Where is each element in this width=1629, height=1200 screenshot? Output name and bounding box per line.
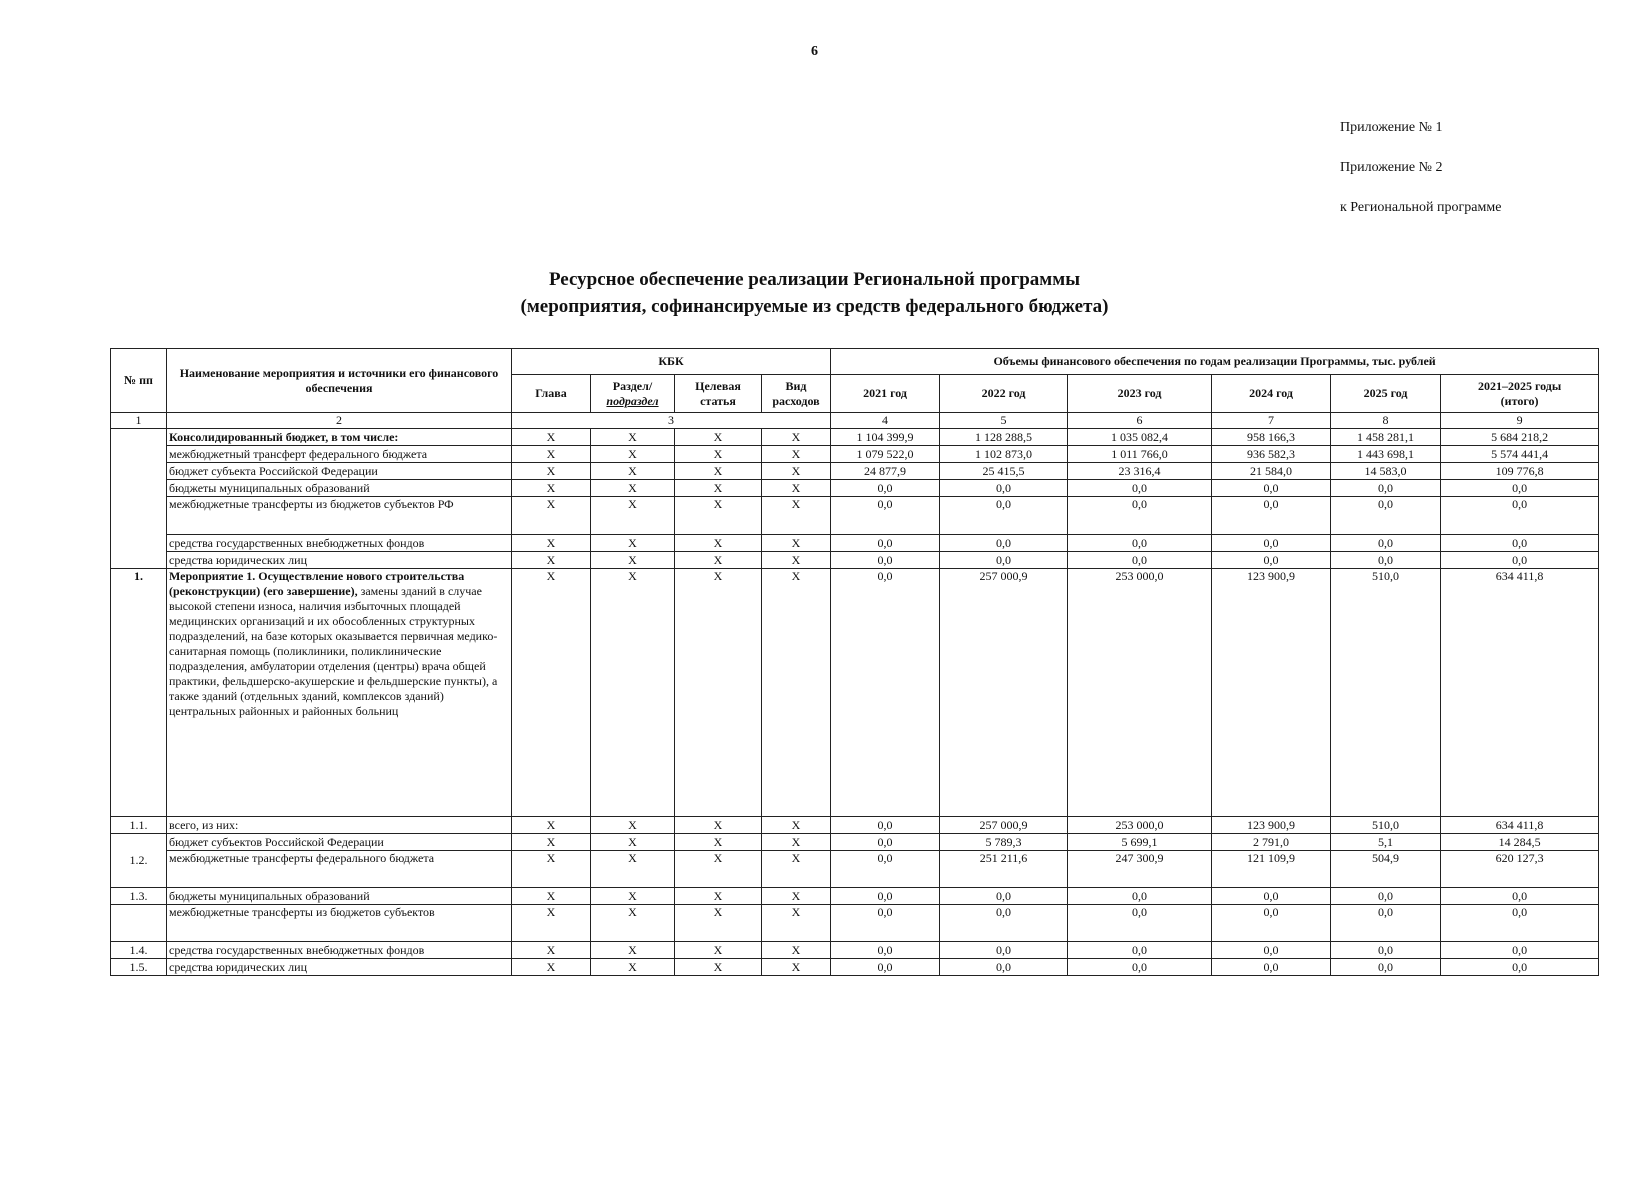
kbk-glava: Х	[512, 851, 591, 888]
table-row	[111, 535, 1599, 552]
value-2025: 0,0	[1331, 497, 1441, 535]
table-row	[111, 817, 1599, 834]
value-total: 14 284,5	[1441, 834, 1599, 851]
value-2022: 25 415,5	[940, 463, 1068, 480]
value-2022: 0,0	[940, 535, 1068, 552]
row-num-cell	[111, 429, 167, 569]
kbk-celevaya: Х	[675, 905, 762, 942]
value-2023: 0,0	[1068, 535, 1212, 552]
kbk-celevaya: Х	[675, 959, 762, 976]
header-total-label: 2021–2025 годы	[1477, 378, 1562, 393]
value-2021: 1 079 522,0	[831, 446, 940, 463]
value-total: 5 574 441,4	[1441, 446, 1599, 463]
kbk-vid: Х	[762, 497, 831, 535]
document-title	[0, 266, 1629, 320]
value-total: 620 127,3	[1441, 851, 1599, 888]
header-volumes: Объемы финансового обеспечения по годам реализации Программы, тыс. рублей	[831, 349, 1599, 375]
value-2024: 0,0	[1212, 497, 1331, 535]
value-2022: 0,0	[940, 942, 1068, 959]
kbk-vid: Х	[762, 569, 831, 817]
row-name: средства государственных внебюджетных фондов	[167, 535, 512, 552]
value-2021: 0,0	[831, 552, 940, 569]
table-row	[111, 942, 1599, 959]
value-2021: 24 877,9	[831, 463, 940, 480]
value-2021: 0,0	[831, 959, 940, 976]
row-num: 1.5.	[111, 959, 167, 976]
kbk-razdel: Х	[591, 569, 675, 817]
value-2025: 0,0	[1331, 535, 1441, 552]
value-2023: 5 699,1	[1068, 834, 1212, 851]
value-2023: 247 300,9	[1068, 851, 1212, 888]
value-2024: 0,0	[1212, 552, 1331, 569]
value-2022: 1 128 288,5	[940, 429, 1068, 446]
kbk-celevaya: Х	[675, 463, 762, 480]
table-row	[111, 888, 1599, 905]
row-name: бюджет субъектов Российской Федерации	[167, 834, 512, 851]
value-2023: 0,0	[1068, 480, 1212, 497]
table-row	[111, 851, 1599, 888]
header-2025: 2025 год	[1331, 375, 1441, 413]
value-2021: 0,0	[831, 905, 940, 942]
table-row	[111, 463, 1599, 480]
value-2025: 510,0	[1331, 569, 1441, 817]
value-2025: 0,0	[1331, 905, 1441, 942]
value-total: 0,0	[1441, 497, 1599, 535]
value-total: 0,0	[1441, 959, 1599, 976]
value-total: 0,0	[1441, 905, 1599, 942]
kbk-celevaya: Х	[675, 834, 762, 851]
value-2021: 0,0	[831, 817, 940, 834]
value-2025: 14 583,0	[1331, 463, 1441, 480]
kbk-razdel: Х	[591, 480, 675, 497]
value-2023: 253 000,0	[1068, 817, 1212, 834]
row-name: всего, из них:	[167, 817, 512, 834]
header-total	[1441, 375, 1599, 413]
kbk-glava: Х	[512, 905, 591, 942]
resource-table	[110, 348, 1599, 976]
value-2024: 0,0	[1212, 942, 1331, 959]
value-2023: 0,0	[1068, 959, 1212, 976]
value-2022: 0,0	[940, 497, 1068, 535]
header-razdel	[591, 375, 675, 413]
row-name: Консолидированный бюджет, в том числе:	[167, 429, 512, 446]
value-total: 0,0	[1441, 480, 1599, 497]
kbk-razdel: Х	[591, 446, 675, 463]
row-name: средства государственных внебюджетных фондов	[167, 942, 512, 959]
kbk-razdel: Х	[591, 942, 675, 959]
kbk-glava: Х	[512, 497, 591, 535]
header-razdel-label: Раздел/	[612, 378, 653, 393]
table-row	[111, 497, 1599, 535]
kbk-vid: Х	[762, 463, 831, 480]
value-2022: 5 789,3	[940, 834, 1068, 851]
value-2022: 257 000,9	[940, 817, 1068, 834]
kbk-celevaya: Х	[675, 497, 762, 535]
col-number: 9	[1441, 413, 1599, 429]
kbk-glava: Х	[512, 959, 591, 976]
kbk-razdel: Х	[591, 959, 675, 976]
row-name: средства юридических лиц	[167, 959, 512, 976]
kbk-vid: Х	[762, 429, 831, 446]
value-2022: 257 000,9	[940, 569, 1068, 817]
kbk-vid: Х	[762, 535, 831, 552]
col-number: 3	[512, 413, 831, 429]
header-celevaya: Целевая статья	[675, 375, 762, 413]
table-row	[111, 480, 1599, 497]
header-2022: 2022 год	[940, 375, 1068, 413]
appendix-line-3: к Региональной программе	[1340, 200, 1502, 215]
kbk-razdel: Х	[591, 851, 675, 888]
row-num: 1.2.	[111, 834, 167, 888]
row-name: межбюджетные трансферты из бюджетов субъектов РФ	[167, 497, 512, 535]
kbk-razdel: Х	[591, 888, 675, 905]
kbk-celevaya: Х	[675, 569, 762, 817]
col-number: 1	[111, 413, 167, 429]
kbk-celevaya: Х	[675, 851, 762, 888]
value-2024: 0,0	[1212, 480, 1331, 497]
value-2024: 0,0	[1212, 535, 1331, 552]
value-2022: 0,0	[940, 552, 1068, 569]
kbk-celevaya: Х	[675, 446, 762, 463]
value-2025: 0,0	[1331, 959, 1441, 976]
value-total: 0,0	[1441, 888, 1599, 905]
title-line-2: (мероприятия, софинансируемые из средств федерального бюджета)	[520, 296, 1109, 317]
value-2022: 0,0	[940, 959, 1068, 976]
value-2023: 0,0	[1068, 942, 1212, 959]
value-2021: 0,0	[831, 569, 940, 817]
kbk-razdel: Х	[591, 834, 675, 851]
title-line-1: Ресурсное обеспечение реализации Региональной программы	[548, 269, 1081, 290]
value-2024: 0,0	[1212, 959, 1331, 976]
row-num: 1.	[111, 569, 167, 817]
value-2025: 0,0	[1331, 888, 1441, 905]
kbk-glava: Х	[512, 942, 591, 959]
row-name: средства юридических лиц	[167, 552, 512, 569]
kbk-vid: Х	[762, 446, 831, 463]
value-2024: 21 584,0	[1212, 463, 1331, 480]
row-name	[167, 569, 512, 817]
value-total: 0,0	[1441, 942, 1599, 959]
value-2021: 1 104 399,9	[831, 429, 940, 446]
kbk-vid: Х	[762, 480, 831, 497]
kbk-celevaya: Х	[675, 888, 762, 905]
value-2025: 0,0	[1331, 942, 1441, 959]
value-2024: 2 791,0	[1212, 834, 1331, 851]
header-podrazdel-label: подраздел	[606, 393, 659, 408]
value-2023: 1 035 082,4	[1068, 429, 1212, 446]
row-num: 1.3.	[111, 888, 167, 905]
value-2021: 0,0	[831, 834, 940, 851]
row-num: 1.1.	[111, 817, 167, 834]
header-2024: 2024 год	[1212, 375, 1331, 413]
value-total: 0,0	[1441, 535, 1599, 552]
value-2023: 0,0	[1068, 888, 1212, 905]
value-2023: 1 011 766,0	[1068, 446, 1212, 463]
value-2025: 1 443 698,1	[1331, 446, 1441, 463]
table-row	[111, 446, 1599, 463]
kbk-vid: Х	[762, 817, 831, 834]
value-2021: 0,0	[831, 888, 940, 905]
value-total: 0,0	[1441, 552, 1599, 569]
col-number: 7	[1212, 413, 1331, 429]
kbk-glava: Х	[512, 552, 591, 569]
kbk-razdel: Х	[591, 552, 675, 569]
row-name-bold: Мероприятие 1. Осуществление нового строительства (реконструкции) (его завершение),	[169, 569, 465, 598]
kbk-vid: Х	[762, 552, 831, 569]
value-total: 5 684 218,2	[1441, 429, 1599, 446]
value-2025: 0,0	[1331, 480, 1441, 497]
value-2021: 0,0	[831, 851, 940, 888]
value-2024: 123 900,9	[1212, 569, 1331, 817]
value-2023: 0,0	[1068, 905, 1212, 942]
page-number: 6	[811, 44, 818, 59]
table-row	[111, 552, 1599, 569]
value-2023: 0,0	[1068, 552, 1212, 569]
appendix-line-1: Приложение № 1	[1340, 120, 1443, 135]
value-2024: 0,0	[1212, 888, 1331, 905]
value-2023: 253 000,0	[1068, 569, 1212, 817]
kbk-celevaya: Х	[675, 535, 762, 552]
row-name: межбюджетный трансферт федерального бюджета	[167, 446, 512, 463]
kbk-glava: Х	[512, 429, 591, 446]
value-2024: 123 900,9	[1212, 817, 1331, 834]
value-2021: 0,0	[831, 942, 940, 959]
kbk-vid: Х	[762, 834, 831, 851]
kbk-vid: Х	[762, 905, 831, 942]
table-row	[111, 569, 1599, 817]
kbk-glava: Х	[512, 480, 591, 497]
row-name: бюджеты муниципальных образований	[167, 480, 512, 497]
value-2024: 0,0	[1212, 905, 1331, 942]
value-2024: 936 582,3	[1212, 446, 1331, 463]
value-2022: 1 102 873,0	[940, 446, 1068, 463]
kbk-razdel: Х	[591, 429, 675, 446]
row-name: бюджеты муниципальных образований	[167, 888, 512, 905]
value-2022: 251 211,6	[940, 851, 1068, 888]
kbk-razdel: Х	[591, 905, 675, 942]
value-2025: 5,1	[1331, 834, 1441, 851]
value-2022: 0,0	[940, 888, 1068, 905]
kbk-glava: Х	[512, 817, 591, 834]
table-row	[111, 429, 1599, 446]
header-name: Наименование мероприятия и источники его финансового обеспечения	[167, 349, 512, 413]
col-number: 8	[1331, 413, 1441, 429]
kbk-glava: Х	[512, 834, 591, 851]
table-row	[111, 834, 1599, 851]
header-glava: Глава	[512, 375, 591, 413]
value-2023: 0,0	[1068, 497, 1212, 535]
value-2024: 121 109,9	[1212, 851, 1331, 888]
kbk-celevaya: Х	[675, 942, 762, 959]
kbk-vid: Х	[762, 851, 831, 888]
kbk-vid: Х	[762, 959, 831, 976]
value-total: 109 776,8	[1441, 463, 1599, 480]
col-number: 6	[1068, 413, 1212, 429]
kbk-celevaya: Х	[675, 480, 762, 497]
header-2023: 2023 год	[1068, 375, 1212, 413]
kbk-glava: Х	[512, 446, 591, 463]
table-row	[111, 959, 1599, 976]
row-name: межбюджетные трансферты федерального бюджета	[167, 851, 512, 888]
value-total: 634 411,8	[1441, 569, 1599, 817]
value-2025: 510,0	[1331, 817, 1441, 834]
header-total-sub: (итого)	[1500, 393, 1539, 408]
kbk-razdel: Х	[591, 463, 675, 480]
row-num: 1.4.	[111, 942, 167, 959]
value-2021: 0,0	[831, 480, 940, 497]
header-vid: Вид расходов	[762, 375, 831, 413]
value-total: 634 411,8	[1441, 817, 1599, 834]
kbk-celevaya: Х	[675, 552, 762, 569]
header-num: № пп	[111, 349, 167, 413]
value-2022: 0,0	[940, 905, 1068, 942]
value-2024: 958 166,3	[1212, 429, 1331, 446]
table-row	[111, 905, 1599, 942]
kbk-razdel: Х	[591, 817, 675, 834]
kbk-razdel: Х	[591, 497, 675, 535]
row-name: межбюджетные трансферты из бюджетов субъектов	[167, 905, 512, 942]
value-2022: 0,0	[940, 480, 1068, 497]
kbk-glava: Х	[512, 535, 591, 552]
kbk-glava: Х	[512, 569, 591, 817]
value-2025: 0,0	[1331, 552, 1441, 569]
header-kbk: КБК	[512, 349, 831, 375]
value-2025: 1 458 281,1	[1331, 429, 1441, 446]
row-name-rest: замены зданий в случае высокой степени износа, наличия избыточных площадей медицинских организаций и их обособленных структурных подразделений, на базе которых оказывается первичная медико-санитарная помощь (поликлиники, поликлинические подразделения, амбулатории отделения (центры) врача общей практики, фельдшерско-акушерские и фельдшерские пункты), а также зданий (отдельных зданий, комплексов зданий) центральных районных и районных больниц	[169, 584, 498, 718]
kbk-celevaya: Х	[675, 429, 762, 446]
value-2025: 504,9	[1331, 851, 1441, 888]
appendix-line-2: Приложение № 2	[1340, 160, 1443, 175]
kbk-glava: Х	[512, 463, 591, 480]
kbk-vid: Х	[762, 888, 831, 905]
value-2023: 23 316,4	[1068, 463, 1212, 480]
kbk-celevaya: Х	[675, 817, 762, 834]
header-2021: 2021 год	[831, 375, 940, 413]
kbk-vid: Х	[762, 942, 831, 959]
value-2021: 0,0	[831, 497, 940, 535]
col-number: 2	[167, 413, 512, 429]
row-name: бюджет субъекта Российской Федерации	[167, 463, 512, 480]
col-number: 4	[831, 413, 940, 429]
kbk-razdel: Х	[591, 535, 675, 552]
value-2021: 0,0	[831, 535, 940, 552]
col-number: 5	[940, 413, 1068, 429]
row-num-cell	[111, 905, 167, 942]
kbk-glava: Х	[512, 888, 591, 905]
